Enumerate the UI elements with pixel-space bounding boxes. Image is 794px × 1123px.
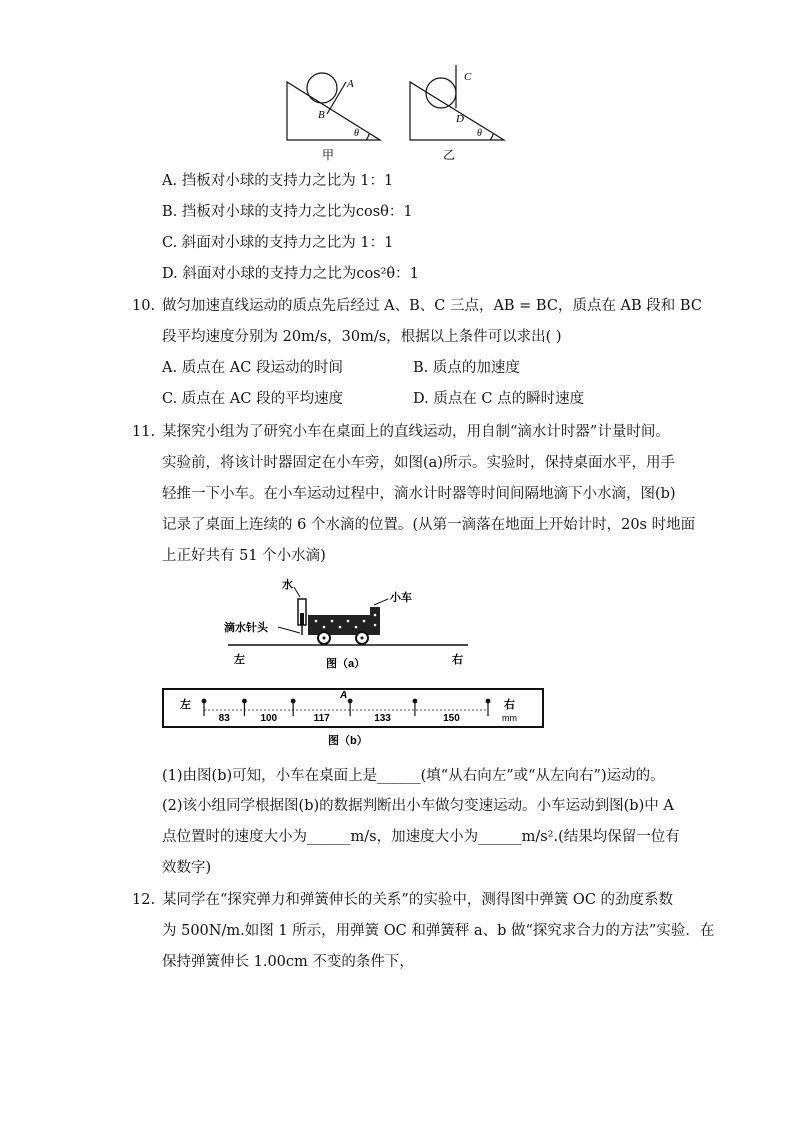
label-c: C <box>464 71 472 83</box>
q11-line5: 上正好共有 51 个小水滴) <box>162 548 326 564</box>
label-theta-left: θ <box>354 128 359 139</box>
q10-number: 10. <box>132 298 156 314</box>
label-right-b: 右 <box>504 699 515 711</box>
q10-option-c: C. 质点在 AC 段的平均速度 <box>162 391 344 407</box>
drop-dot <box>348 699 352 703</box>
cart-body <box>308 615 378 635</box>
q9-option-c: C. 斜面对小球的支持力之比为 1：1 <box>162 235 394 251</box>
q11-line3: 轻推一下小车。在小车运动过程中，滴水计时器等时间间隔地滴下小水滴，图(b) <box>162 486 676 502</box>
label-needle: 滴水针头 <box>224 622 268 634</box>
label-unit-mm: mm <box>502 713 517 723</box>
q12-number: 12. <box>132 892 156 908</box>
figure-jia <box>287 73 380 140</box>
label-b: B <box>318 109 325 121</box>
label-a: A <box>347 78 354 90</box>
drop-dot <box>486 699 490 703</box>
q11-sub2-line3: 效数字) <box>162 860 212 876</box>
q11-line2: 实验前，将该计时器固定在小车旁，如图(a)所示。实验时，保持桌面水平，用手 <box>162 455 675 471</box>
caption-fig-a: 图（a） <box>326 658 366 670</box>
drop-dot <box>202 699 206 703</box>
drop-dot <box>413 699 417 703</box>
q10-line1: 做匀加速直线运动的质点先后经过 A、B、C 三点，AB = BC，质点在 AB 段和 BC <box>162 298 702 314</box>
label-theta-right: θ <box>477 128 482 139</box>
label-left-b: 左 <box>180 699 191 711</box>
caption-jia: 甲 <box>322 148 335 162</box>
incline-figures <box>270 60 520 165</box>
q11-sub2-line2: 点位置时的速度大小为______m/s，加速度大小为______m/s².(结果均保留一位有 <box>162 829 680 845</box>
gap-label: 117 <box>313 713 330 724</box>
figure-yi <box>410 65 504 140</box>
gap-label: 133 <box>374 713 391 724</box>
label-point-a: A <box>340 690 348 701</box>
q11-line1: 某探究小组为了研究小车在桌面上的直线运动，用自制“滴水计时器”计量时间。 <box>162 424 670 440</box>
label-right-a: 右 <box>452 654 463 666</box>
figure-b-drops <box>162 688 547 752</box>
q9-option-a: A. 挡板对小球的支持力之比为 1：1 <box>162 173 394 189</box>
q11-sub2-line1: (2)该小组同学根据图(b)的数据判断出小车做匀变速运动。小车运动到图(b)中 A <box>162 798 674 814</box>
caption-fig-b: 图（b） <box>328 735 368 747</box>
label-car: 小车 <box>390 592 412 604</box>
caption-yi: 乙 <box>443 148 456 162</box>
gap-label: 150 <box>443 713 460 724</box>
q9-option-b: B. 挡板对小球的支持力之比为cosθ：1 <box>162 204 413 220</box>
q10-option-a: A. 质点在 AC 段运动的时间 <box>162 360 343 376</box>
q12-line1: 某同学在“探究弹力和弹簧伸长的关系”的实验中，测得图中弹簧 OC 的劲度系数 <box>162 892 674 908</box>
label-left-a: 左 <box>234 654 245 666</box>
gap-label: 83 <box>218 713 230 724</box>
q11-number: 11. <box>132 424 156 440</box>
q10-option-d: D. 质点在 C 点的瞬时速度 <box>413 391 585 407</box>
q11-sub1: (1)由图(b)可知，小车在桌面上是______(填“从右向左”或“从左向右”)运动的。 <box>162 768 665 784</box>
q11-line4: 记录了桌面上连续的 6 个水滴的位置。(从第一滴落在地面上开始计时，20s 时地面 <box>162 517 696 533</box>
q12-line3: 保持弹簧伸长 1.00cm 不变的条件下， <box>162 954 414 970</box>
drop-dot <box>291 699 295 703</box>
q9-option-d: D. 斜面对小球的支持力之比为cos²θ：1 <box>162 266 419 282</box>
label-d: D <box>456 113 464 125</box>
q10-option-b: B. 质点的加速度 <box>413 360 520 376</box>
drop-dot <box>243 699 247 703</box>
figure-a-cart <box>220 575 480 675</box>
gap-label: 100 <box>260 713 278 724</box>
label-water: 水 <box>282 579 293 591</box>
q10-line2: 段平均速度分别为 20m/s，30m/s，根据以上条件可以求出( ) <box>162 329 562 345</box>
q12-line2: 为 500N/m.如图 1 所示，用弹簧 OC 和弹簧秤 a、b 做“探究求合力的方法”实验．在 <box>162 923 715 939</box>
